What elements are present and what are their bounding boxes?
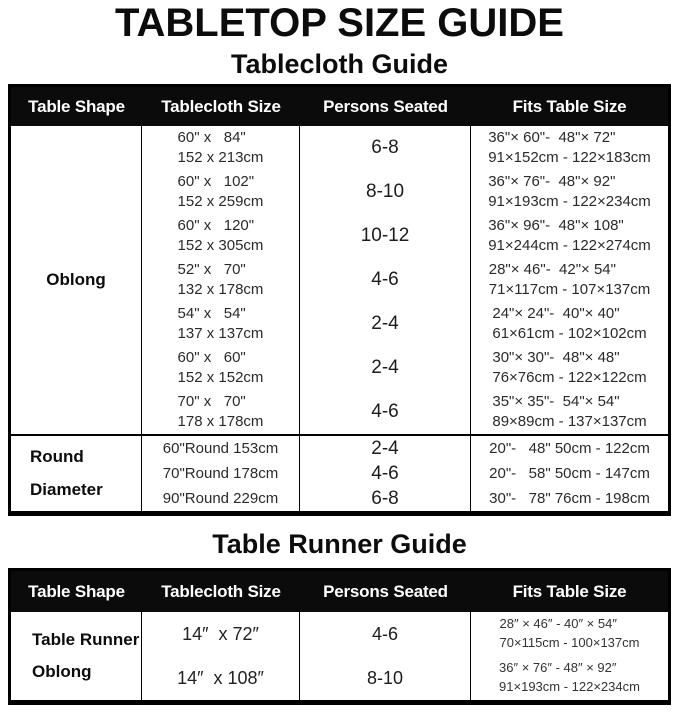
header-persons-seated: Persons Seated — [323, 96, 448, 116]
fits-table-size-cell — [471, 486, 668, 511]
fits-round: 20"- 58" 50cm - 147cm — [489, 465, 650, 483]
size-round: 70"Round 178cm — [162, 465, 279, 483]
fits-table-size-cell — [471, 390, 668, 434]
size-round: 90"Round 229cm — [162, 490, 279, 508]
fits-inches: 28"× 46"- 42"× 54" — [488, 260, 616, 278]
tablecloth-size-cell — [142, 302, 300, 346]
oblong-section — [11, 126, 668, 434]
header-table-shape: Table Shape — [28, 96, 125, 116]
fits-table-size-cell — [471, 436, 668, 461]
persons-seated-cell: 6-8 — [300, 126, 471, 170]
fits-table-size-cell — [471, 126, 668, 170]
runner-table-header-row — [11, 571, 668, 612]
fits-cm: 91×244cm - 122×274cm — [488, 237, 651, 255]
header-persons-seated: Persons Seated — [323, 581, 448, 601]
size-cm: 132 x 178cm — [177, 281, 264, 299]
shape-label-table-runner-oblong — [11, 612, 142, 700]
fits-inches: 36″ × 76″ - 48″ × 92″ — [499, 660, 617, 676]
tablecloth-size-cell — [142, 436, 300, 461]
persons-seated-cell: 4-6 — [300, 390, 471, 434]
size-runner: 14″ x 72″ — [182, 623, 259, 644]
persons-seated-cell: 8-10 — [300, 170, 471, 214]
tablecloth-guide-title: Tablecloth Guide — [230, 49, 448, 80]
size-round: 60"Round 153cm — [162, 440, 279, 458]
table-row — [142, 461, 668, 486]
table-runner-guide-title: Table Runner Guide — [212, 529, 467, 560]
fits-inches: 36"× 60"- 48"× 72" — [488, 128, 616, 146]
tablecloth-size-cell — [142, 390, 300, 434]
fits-table-size-cell — [471, 461, 668, 486]
size-runner: 14″ x 108″ — [177, 667, 264, 688]
table-row — [142, 258, 668, 302]
tablecloth-size-cell — [142, 656, 300, 700]
fits-table-size-cell — [471, 258, 668, 302]
size-cm: 137 x 137cm — [177, 325, 264, 343]
fits-cm: 70×115cm - 100×137cm — [499, 635, 640, 651]
round-section — [11, 434, 668, 511]
fits-cm: 76×76cm - 122×122cm — [492, 369, 647, 387]
table-row — [142, 170, 668, 214]
tablecloth-size-cell — [142, 346, 300, 390]
tablecloth-size-cell — [142, 461, 300, 486]
size-inches: 60" x 84" — [177, 128, 246, 146]
header-fits-table-size: Fits Table Size — [512, 96, 627, 116]
shape-label-oblong: Oblong — [11, 126, 142, 434]
table-row — [142, 612, 668, 656]
shape-label-oblong: Oblong — [32, 662, 92, 682]
fits-table-size-cell — [471, 656, 668, 700]
fits-cm: 91×193cm - 122×234cm — [488, 193, 651, 211]
round-rows — [142, 436, 668, 511]
tablecloth-size-cell — [142, 214, 300, 258]
persons-seated-cell: 2-4 — [300, 436, 471, 461]
runner-rows — [142, 612, 668, 700]
size-inches: 60" x 102" — [177, 172, 255, 190]
fits-table-size-cell — [471, 214, 668, 258]
fits-table-size-cell — [471, 302, 668, 346]
table-row — [142, 656, 668, 700]
size-cm: 152 x 152cm — [177, 369, 264, 387]
persons-seated-cell: 2-4 — [300, 302, 471, 346]
size-cm: 152 x 259cm — [177, 193, 264, 211]
fits-inches: 28″ × 46″ - 40″ × 54″ — [499, 616, 617, 632]
runner-section — [11, 612, 668, 700]
table-runner-guide-table — [8, 568, 671, 705]
tablecloth-size-cell — [142, 486, 300, 511]
fits-inches: 36"× 96"- 48"× 108" — [488, 216, 624, 234]
size-inches: 60" x 60" — [177, 348, 246, 366]
size-cm: 152 x 213cm — [177, 149, 264, 167]
table-row — [142, 436, 668, 461]
table-row — [142, 486, 668, 511]
tablecloth-size-cell — [142, 612, 300, 656]
size-inches: 70" x 70" — [177, 392, 246, 410]
header-tablecloth-size: Tablecloth Size — [161, 581, 281, 601]
tablecloth-size-cell — [142, 170, 300, 214]
fits-cm: 91×152cm - 122×183cm — [488, 149, 651, 167]
header-table-shape: Table Shape — [28, 581, 125, 601]
header-fits-table-size: Fits Table Size — [512, 581, 627, 601]
table-row — [142, 390, 668, 434]
persons-seated-cell: 10-12 — [300, 214, 471, 258]
table-row — [142, 302, 668, 346]
fits-cm: 89×89cm - 137×137cm — [492, 413, 647, 431]
persons-seated-cell: 4-6 — [300, 461, 471, 486]
shape-label-table-runner: Table Runner — [32, 630, 140, 650]
persons-seated-cell: 8-10 — [300, 656, 471, 700]
fits-inches: 35"× 35"- 54"× 54" — [492, 392, 620, 410]
fits-round: 20"- 48" 50cm - 122cm — [489, 440, 650, 458]
tablecloth-guide-table — [8, 84, 671, 516]
shape-label-diameter: Diameter — [30, 480, 103, 500]
shape-label-round: Round — [30, 447, 84, 467]
size-inches: 60" x 120" — [177, 216, 255, 234]
fits-table-size-cell — [471, 346, 668, 390]
tablecloth-table-header-row — [11, 87, 668, 126]
fits-inches: 24"× 24"- 40"× 40" — [492, 304, 620, 322]
header-tablecloth-size: Tablecloth Size — [161, 96, 281, 116]
size-inches: 52" x 70" — [177, 260, 246, 278]
tablecloth-size-cell — [142, 126, 300, 170]
fits-cm: 91×193cm - 122×234cm — [499, 679, 640, 695]
persons-seated-cell: 4-6 — [300, 612, 471, 656]
fits-inches: 30"× 30"- 48"× 48" — [492, 348, 620, 366]
fits-cm: 61×61cm - 102×102cm — [492, 325, 647, 343]
persons-seated-cell: 2-4 — [300, 346, 471, 390]
page-title: TABLETOP SIZE GUIDE — [115, 1, 564, 45]
size-inches: 54" x 54" — [177, 304, 246, 322]
fits-inches: 36"× 76"- 48"× 92" — [488, 172, 616, 190]
tablecloth-size-cell — [142, 258, 300, 302]
shape-label-round-diameter — [11, 436, 142, 511]
size-cm: 152 x 305cm — [177, 237, 264, 255]
oblong-rows — [142, 126, 668, 434]
persons-seated-cell: 6-8 — [300, 486, 471, 511]
fits-table-size-cell — [471, 612, 668, 656]
fits-cm: 71×117cm - 107×137cm — [488, 281, 651, 299]
size-cm: 178 x 178cm — [177, 413, 264, 431]
fits-table-size-cell — [471, 170, 668, 214]
fits-round: 30"- 78" 76cm - 198cm — [489, 490, 650, 508]
table-row — [142, 214, 668, 258]
table-row — [142, 126, 668, 170]
table-row — [142, 346, 668, 390]
persons-seated-cell: 4-6 — [300, 258, 471, 302]
